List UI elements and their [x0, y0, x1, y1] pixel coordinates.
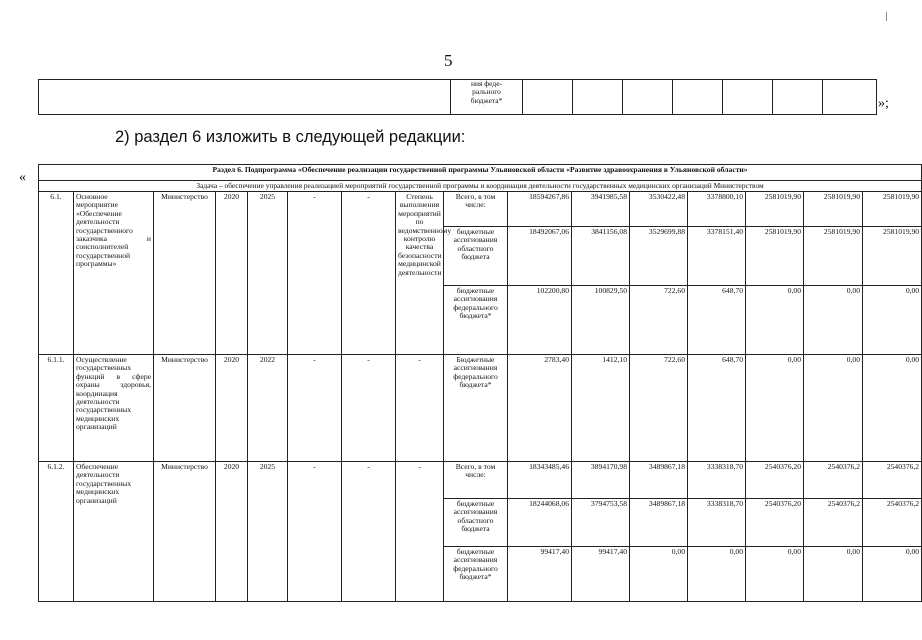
amount-cell: 3338318,70	[688, 499, 746, 547]
dash-cell: -	[342, 355, 396, 462]
amount-cell: 3378800,10	[688, 192, 746, 227]
start-year: 2020	[216, 192, 248, 355]
funding-source: Всего, в том числе:	[444, 462, 508, 499]
empty-cell	[723, 80, 773, 115]
amount-cell: 3894170,98	[572, 462, 630, 499]
amount-cell: 2540376,20	[746, 499, 804, 547]
funding-source: бюджетные ассигнования областного бюджета	[444, 499, 508, 547]
indicator: Степень выполнения мероприятий по ведомственному контролю качества безопасности медицинской деятельности	[396, 192, 444, 355]
executor: Министерство	[154, 462, 216, 602]
page-number: 5	[444, 51, 453, 70]
row-number: 6.1.	[39, 192, 74, 355]
amount-cell: 2581019,90	[804, 192, 863, 227]
row-number: 6.1.1.	[39, 355, 74, 462]
amount-cell: 0,00	[863, 286, 922, 355]
amount-cell: 0,00	[804, 286, 863, 355]
task-row: Задача – обеспечение управления реализацией мероприятий государственной программы и координация деятельности государственных медицинских организаций Министерством	[39, 181, 922, 192]
amount-cell: 102200,80	[508, 286, 572, 355]
dash-cell: -	[342, 462, 396, 602]
funding-source: Бюджетные ассигнования федерального бюджета*	[444, 355, 508, 462]
amount-cell: 0,00	[746, 355, 804, 462]
amount-cell: 18244068,06	[508, 499, 572, 547]
empty-cell	[523, 80, 573, 115]
table-row	[39, 462, 922, 499]
indicator: -	[396, 462, 444, 602]
empty-cell	[623, 80, 673, 115]
measure-name: Обеспечение деятельности государственных медицинских организаций	[74, 462, 154, 602]
amount-cell: 18594267,86	[508, 192, 572, 227]
amount-cell: 2540376,2	[804, 462, 863, 499]
dash-cell: -	[288, 192, 342, 355]
start-year: 2020	[216, 462, 248, 602]
amount-cell: 3794753,58	[572, 499, 630, 547]
funding-source: Всего, в том числе:	[444, 192, 508, 227]
amount-cell: 18492067,06	[508, 227, 572, 286]
amount-cell: 2540376,2	[863, 499, 922, 547]
amount-cell: 722,60	[630, 355, 688, 462]
table-row	[39, 192, 922, 227]
end-year: 2025	[248, 192, 288, 355]
amount-cell: 2540376,2	[804, 499, 863, 547]
measure-name: Осуществление государственных функций в сфере охраны здоровья, координация деятельности государственных медицинских организаций	[74, 355, 154, 462]
amount-cell: 0,00	[804, 355, 863, 462]
amount-cell: 2581019,90	[863, 192, 922, 227]
end-year: 2022	[248, 355, 288, 462]
previous-table-fragment	[38, 79, 877, 115]
start-year: 2020	[216, 355, 248, 462]
amount-cell: 3941985,58	[572, 192, 630, 227]
amount-cell: 3529699,88	[630, 227, 688, 286]
amount-cell: 2540376,20	[746, 462, 804, 499]
executor: Министерство	[154, 192, 216, 355]
measure-name: Основное мероприятие «Обеспечение деятельности государственного заказчика и соисполнителей государственной программы»	[74, 192, 154, 355]
empty-cell	[39, 80, 451, 115]
funding-source: бюджетные ассигнования областного бюджета	[444, 227, 508, 286]
amount-cell: 2581019,90	[863, 227, 922, 286]
amount-cell: 3530422,48	[630, 192, 688, 227]
dash-cell: -	[288, 462, 342, 602]
amount-cell: 2540376,2	[863, 462, 922, 499]
funding-source: бюджетные ассигнования федерального бюджета*	[444, 547, 508, 602]
amount-cell: 0,00	[746, 286, 804, 355]
indicator: -	[396, 355, 444, 462]
amount-cell: 2581019,90	[804, 227, 863, 286]
amount-cell: 3338318,70	[688, 462, 746, 499]
amount-cell: 0,00	[804, 547, 863, 602]
amount-cell: 18343485,46	[508, 462, 572, 499]
funding-source: бюджетные ассигнования федерального бюджета*	[444, 286, 508, 355]
row-number: 6.1.2.	[39, 462, 74, 602]
end-year: 2025	[248, 462, 288, 602]
amount-cell: 0,00	[863, 547, 922, 602]
source-cell: ния феде- рального бюджета*	[451, 80, 523, 115]
amount-cell: 3841156,08	[572, 227, 630, 286]
empty-cell	[573, 80, 623, 115]
amount-cell: 0,00	[863, 355, 922, 462]
amount-cell: 100829,50	[572, 286, 630, 355]
amount-cell: 648,70	[688, 355, 746, 462]
scan-mark	[886, 12, 887, 21]
amount-cell: 2783,40	[508, 355, 572, 462]
amount-cell: 2581019,90	[746, 192, 804, 227]
amount-cell: 99417,40	[572, 547, 630, 602]
amount-cell: 1412,10	[572, 355, 630, 462]
amount-cell: 3489867,18	[630, 499, 688, 547]
section-6-table	[38, 164, 922, 602]
closing-mark: »;	[878, 96, 889, 111]
section-title: Раздел 6. Подпрограмма «Обеспечение реализации государственной программы Ульяновской области «Развитие здравоохранения в Ульяновской области»	[39, 165, 922, 181]
empty-cell	[673, 80, 723, 115]
executor: Министерство	[154, 355, 216, 462]
amount-cell: 648,70	[688, 286, 746, 355]
amount-cell: 0,00	[688, 547, 746, 602]
amount-cell: 99417,40	[508, 547, 572, 602]
amount-cell: 3489867,18	[630, 462, 688, 499]
empty-cell	[773, 80, 823, 115]
amount-cell: 722,60	[630, 286, 688, 355]
section-heading: 2) раздел 6 изложить в следующей редакции:	[115, 128, 466, 146]
opening-quote: «	[19, 170, 26, 185]
amount-cell: 2581019,90	[746, 227, 804, 286]
amount-cell: 0,00	[746, 547, 804, 602]
dash-cell: -	[342, 192, 396, 355]
empty-cell	[823, 80, 877, 115]
table-row	[39, 355, 922, 462]
amount-cell: 3378151,40	[688, 227, 746, 286]
amount-cell: 0,00	[630, 547, 688, 602]
dash-cell: -	[288, 355, 342, 462]
